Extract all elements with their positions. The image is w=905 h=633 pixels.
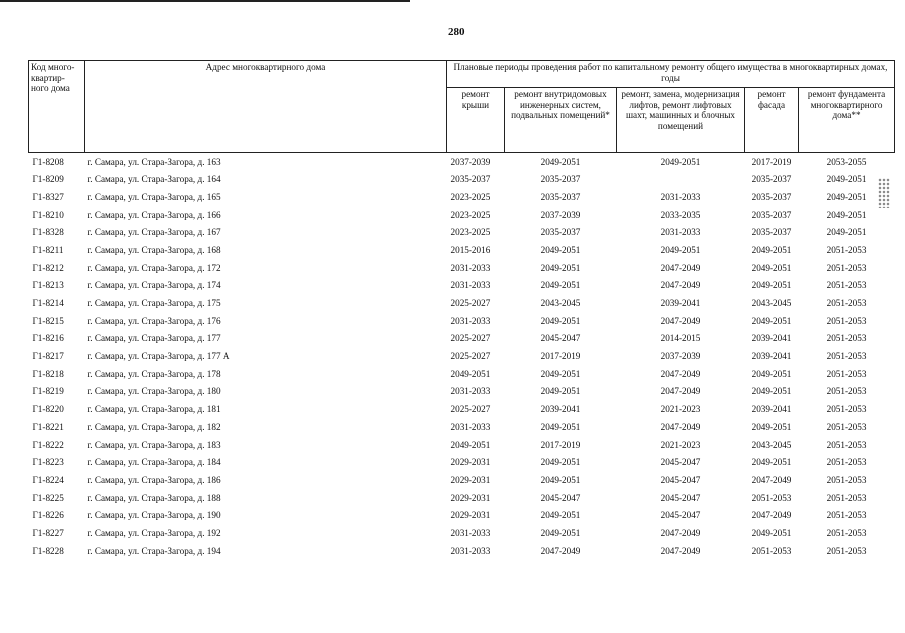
- cell-elevators: 2039-2041: [660, 298, 701, 309]
- cell-facade: 2017-2019: [751, 156, 792, 167]
- cell-facade: 2049-2051: [751, 368, 792, 379]
- cell-code: Г1-8222: [32, 439, 64, 450]
- table-row: [29, 153, 895, 171]
- cell-elevators: 2049-2051: [660, 244, 701, 255]
- cell-elevators: 2047-2049: [660, 280, 701, 291]
- cell-facade: 2039-2041: [751, 404, 792, 415]
- cell-foundation: 2051-2053: [826, 421, 867, 432]
- cell-address: г. Самара, ул. Стара-Загора, д. 192: [87, 527, 221, 538]
- cell-foundation: 2049-2051: [826, 191, 867, 202]
- cell-facade: 2047-2049: [751, 474, 792, 485]
- cell-address: г. Самара, ул. Стара-Загора, д. 165: [87, 191, 221, 202]
- cell-elevators: 2045-2047: [660, 510, 701, 521]
- table-row: [29, 206, 895, 224]
- cell-address: г. Самара, ул. Стара-Загора, д. 178: [87, 368, 221, 379]
- cell-elevators: 2031-2033: [660, 191, 701, 202]
- cell-code: Г1-8219: [32, 386, 64, 397]
- cell-foundation: 2049-2051: [826, 227, 867, 238]
- cell-address: г. Самара, ул. Стара-Загора, д. 164: [87, 174, 221, 185]
- cell-address: г. Самара, ул. Стара-Загора, д. 168: [87, 244, 221, 255]
- cell-code: Г1-8210: [32, 209, 64, 220]
- page-number: 280: [448, 26, 465, 38]
- cell-elevators: 2021-2023: [660, 404, 701, 415]
- cell-elevators: 2037-2039: [660, 351, 701, 362]
- header-roof: ремонт крыши: [447, 88, 505, 153]
- cell-address: г. Самара, ул. Стара-Загора, д. 182: [87, 421, 221, 432]
- cell-foundation: 2051-2053: [826, 527, 867, 538]
- cell-engineering: 2035-2037: [540, 227, 581, 238]
- cell-elevators: 2047-2049: [660, 545, 701, 556]
- repair-schedule-table: [28, 60, 895, 560]
- header-code: Код много-квартир-ного дома: [29, 61, 85, 153]
- table-row: [29, 188, 895, 206]
- cell-engineering: 2049-2051: [540, 421, 581, 432]
- cell-roof: 2031-2033: [450, 421, 491, 432]
- cell-roof: 2029-2031: [450, 492, 491, 503]
- cell-foundation: 2051-2053: [826, 351, 867, 362]
- cell-elevators: 2047-2049: [660, 527, 701, 538]
- cell-facade: 2049-2051: [751, 315, 792, 326]
- cell-code: Г1-8328: [32, 227, 64, 238]
- table-row: [29, 383, 895, 401]
- table-row: [29, 224, 895, 242]
- cell-code: Г1-8209: [32, 174, 64, 185]
- cell-facade: 2051-2053: [751, 492, 792, 503]
- cell-address: г. Самара, ул. Стара-Загора, д. 175: [87, 298, 221, 309]
- cell-facade: 2035-2037: [751, 209, 792, 220]
- cell-engineering: 2049-2051: [540, 368, 581, 379]
- cell-elevators: 2045-2047: [660, 457, 701, 468]
- cell-roof: 2023-2025: [450, 209, 491, 220]
- cell-engineering: 2047-2049: [540, 545, 581, 556]
- cell-roof: 2029-2031: [450, 457, 491, 468]
- cell-address: г. Самара, ул. Стара-Загора, д. 172: [87, 262, 221, 273]
- cell-facade: 2043-2045: [751, 298, 792, 309]
- cell-roof: 2015-2016: [450, 244, 491, 255]
- cell-roof: 2025-2027: [450, 404, 491, 415]
- cell-foundation: 2051-2053: [826, 474, 867, 485]
- cell-address: г. Самара, ул. Стара-Загора, д. 190: [87, 510, 221, 521]
- header-address: Адрес многоквартирного дома: [85, 61, 447, 153]
- cell-roof: 2023-2025: [450, 191, 491, 202]
- cell-elevators: 2047-2049: [660, 386, 701, 397]
- table-row: [29, 524, 895, 542]
- cell-address: г. Самара, ул. Стара-Загора, д. 188: [87, 492, 221, 503]
- cell-code: Г1-8221: [32, 421, 64, 432]
- cell-roof: 2049-2051: [450, 439, 491, 450]
- cell-facade: 2047-2049: [751, 510, 792, 521]
- cell-engineering: 2049-2051: [540, 262, 581, 273]
- cell-engineering: 2049-2051: [540, 510, 581, 521]
- cell-elevators: 2045-2047: [660, 474, 701, 485]
- cell-foundation: 2051-2053: [826, 262, 867, 273]
- cell-elevators: 2047-2049: [660, 315, 701, 326]
- cell-elevators: 2033-2035: [660, 209, 701, 220]
- cell-elevators: 2047-2049: [660, 262, 701, 273]
- cell-address: г. Самара, ул. Стара-Загора, д. 177 А: [87, 351, 230, 362]
- cell-foundation: 2051-2053: [826, 244, 867, 255]
- cell-code: Г1-8215: [32, 315, 64, 326]
- table-row: [29, 330, 895, 348]
- header-elevators: ремонт, замена, модернизация лифтов, ремонт лифтовых шахт, машинных и блочных помещений: [617, 88, 745, 153]
- table-row: [29, 471, 895, 489]
- table-row: [29, 259, 895, 277]
- cell-roof: 2049-2051: [450, 368, 491, 379]
- cell-address: г. Самара, ул. Стара-Загора, д. 181: [87, 404, 221, 415]
- cell-foundation: 2051-2053: [826, 333, 867, 344]
- cell-code: Г1-8214: [32, 298, 64, 309]
- cell-code: Г1-8327: [32, 191, 64, 202]
- cell-code: Г1-8228: [32, 545, 64, 556]
- cell-code: Г1-8224: [32, 474, 64, 485]
- table-body: [29, 153, 895, 560]
- table-row: [29, 401, 895, 419]
- table-row: [29, 507, 895, 525]
- cell-address: г. Самара, ул. Стара-Загора, д. 167: [87, 227, 221, 238]
- cell-address: г. Самара, ул. Стара-Загора, д. 194: [87, 545, 221, 556]
- cell-address: г. Самара, ул. Стара-Загора, д. 166: [87, 209, 221, 220]
- table-row: [29, 418, 895, 436]
- cell-foundation: 2051-2053: [826, 315, 867, 326]
- cell-facade: 2051-2053: [751, 545, 792, 556]
- table-row: [29, 348, 895, 366]
- cell-code: Г1-8225: [32, 492, 64, 503]
- cell-engineering: 2049-2051: [540, 315, 581, 326]
- cell-address: г. Самара, ул. Стара-Загора, д. 186: [87, 474, 221, 485]
- cell-address: г. Самара, ул. Стара-Загора, д. 163: [87, 156, 221, 167]
- cell-foundation: 2053-2055: [826, 156, 867, 167]
- cell-engineering: 2049-2051: [540, 156, 581, 167]
- cell-engineering: 2049-2051: [540, 386, 581, 397]
- cell-foundation: 2051-2053: [826, 404, 867, 415]
- cell-facade: 2049-2051: [751, 244, 792, 255]
- cell-engineering: 2049-2051: [540, 244, 581, 255]
- table-row: [29, 295, 895, 313]
- header-engineering: ремонт внутридомовых инженерных систем, подвальных помещений*: [505, 88, 617, 153]
- table-row: [29, 365, 895, 383]
- cell-roof: 2025-2027: [450, 333, 491, 344]
- cell-roof: 2029-2031: [450, 474, 491, 485]
- cell-elevators: [617, 171, 745, 189]
- cell-roof: 2031-2033: [450, 545, 491, 556]
- cell-elevators: 2031-2033: [660, 227, 701, 238]
- cell-address: г. Самара, ул. Стара-Загора, д. 177: [87, 333, 221, 344]
- header-facade: ремонт фасада: [745, 88, 799, 153]
- cell-roof: 2035-2037: [450, 174, 491, 185]
- cell-engineering: 2037-2039: [540, 209, 581, 220]
- cell-code: Г1-8223: [32, 457, 64, 468]
- table-row: [29, 542, 895, 560]
- header-foundation: ремонт фундамента многоквартирного дома**: [799, 88, 895, 153]
- cell-facade: 2035-2037: [751, 227, 792, 238]
- cell-roof: 2037-2039: [450, 156, 491, 167]
- cell-code: Г1-8216: [32, 333, 64, 344]
- cell-facade: 2049-2051: [751, 527, 792, 538]
- cell-roof: 2029-2031: [450, 510, 491, 521]
- cell-engineering: 2049-2051: [540, 280, 581, 291]
- cell-roof: 2031-2033: [450, 262, 491, 273]
- cell-foundation: 2051-2053: [826, 439, 867, 450]
- cell-engineering: 2049-2051: [540, 457, 581, 468]
- cell-code: Г1-8217: [32, 351, 64, 362]
- cell-foundation: 2051-2053: [826, 492, 867, 503]
- cell-foundation: 2051-2053: [826, 457, 867, 468]
- cell-code: Г1-8226: [32, 510, 64, 521]
- cell-roof: 2031-2033: [450, 386, 491, 397]
- cell-engineering: 2017-2019: [540, 351, 581, 362]
- cell-address: г. Самара, ул. Стара-Загора, д. 176: [87, 315, 221, 326]
- cell-engineering: 2035-2037: [540, 191, 581, 202]
- cell-elevators: 2049-2051: [660, 156, 701, 167]
- cell-facade: 2035-2037: [751, 191, 792, 202]
- cell-facade: 2039-2041: [751, 333, 792, 344]
- cell-elevators: 2021-2023: [660, 439, 701, 450]
- cell-code: Г1-8213: [32, 280, 64, 291]
- cell-facade: 2049-2051: [751, 457, 792, 468]
- cell-foundation: 2049-2051: [826, 209, 867, 220]
- cell-facade: 2049-2051: [751, 386, 792, 397]
- cell-roof: 2025-2027: [450, 351, 491, 362]
- cell-foundation: 2051-2053: [826, 280, 867, 291]
- cell-foundation: 2051-2053: [826, 386, 867, 397]
- cell-engineering: 2017-2019: [540, 439, 581, 450]
- cell-foundation: 2051-2053: [826, 545, 867, 556]
- cell-elevators: 2047-2049: [660, 421, 701, 432]
- cell-engineering: 2035-2037: [540, 174, 581, 185]
- cell-address: г. Самара, ул. Стара-Загора, д. 184: [87, 457, 221, 468]
- header-periods: Плановые периоды проведения работ по капитальному ремонту общего имущества в многоквартирных домах, годы: [447, 61, 895, 88]
- cell-foundation: 2049-2051: [826, 174, 867, 185]
- cell-engineering: 2045-2047: [540, 333, 581, 344]
- cell-facade: 2035-2037: [751, 174, 792, 185]
- cell-code: Г1-8220: [32, 404, 64, 415]
- cell-roof: 2025-2027: [450, 298, 491, 309]
- cell-facade: 2043-2045: [751, 439, 792, 450]
- cell-facade: 2049-2051: [751, 421, 792, 432]
- cell-code: Г1-8208: [32, 156, 64, 167]
- table-row: [29, 436, 895, 454]
- cell-engineering: 2039-2041: [540, 404, 581, 415]
- cell-elevators: 2014-2015: [660, 333, 701, 344]
- cell-address: г. Самара, ул. Стара-Загора, д. 174: [87, 280, 221, 291]
- cell-code: Г1-8218: [32, 368, 64, 379]
- cell-code: Г1-8211: [32, 244, 64, 255]
- cell-foundation: 2051-2053: [826, 368, 867, 379]
- cell-address: г. Самара, ул. Стара-Загора, д. 183: [87, 439, 221, 450]
- table-row: [29, 277, 895, 295]
- table-row: [29, 312, 895, 330]
- cell-elevators: 2045-2047: [660, 492, 701, 503]
- cell-facade: 2049-2051: [751, 280, 792, 291]
- cell-foundation: 2051-2053: [826, 298, 867, 309]
- cell-roof: 2031-2033: [450, 527, 491, 538]
- cell-facade: 2039-2041: [751, 351, 792, 362]
- cell-engineering: 2043-2045: [540, 298, 581, 309]
- cell-engineering: 2049-2051: [540, 527, 581, 538]
- cell-engineering: 2045-2047: [540, 492, 581, 503]
- table-row: [29, 454, 895, 472]
- table-header: [29, 61, 895, 153]
- cell-roof: 2023-2025: [450, 227, 491, 238]
- cell-roof: 2031-2033: [450, 280, 491, 291]
- table-row: [29, 241, 895, 259]
- cell-engineering: 2049-2051: [540, 474, 581, 485]
- cell-roof: 2031-2033: [450, 315, 491, 326]
- top-rule: [0, 0, 410, 2]
- cell-code: Г1-8227: [32, 527, 64, 538]
- cell-elevators: 2047-2049: [660, 368, 701, 379]
- cell-address: г. Самара, ул. Стара-Загора, д. 180: [87, 386, 221, 397]
- table-row: [29, 489, 895, 507]
- cell-code: Г1-8212: [32, 262, 64, 273]
- table-row: [29, 171, 895, 189]
- cell-foundation: 2051-2053: [826, 510, 867, 521]
- cell-facade: 2049-2051: [751, 262, 792, 273]
